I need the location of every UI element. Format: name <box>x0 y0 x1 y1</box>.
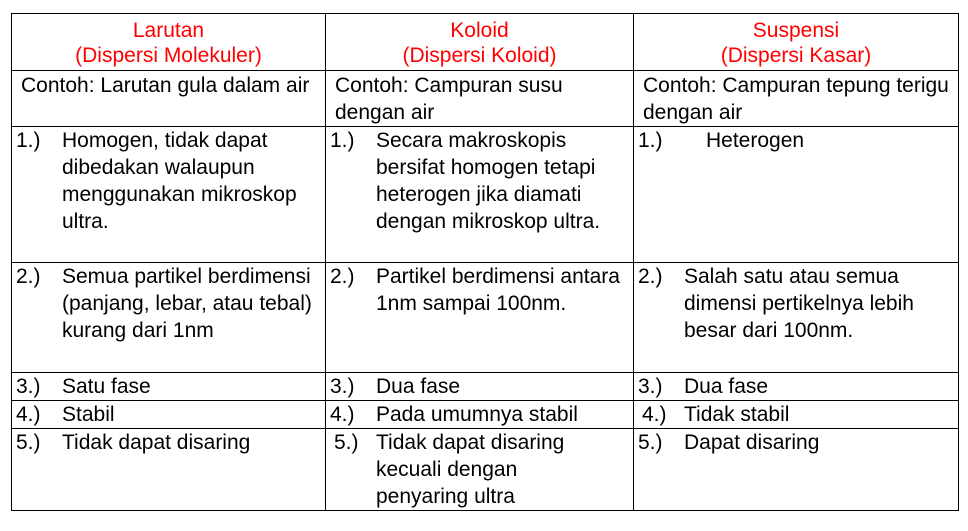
header-larutan <box>12 14 326 71</box>
item-text: Salah satu atau semua dimensi pertikelnya lebih besar dari 100nm. <box>684 265 914 342</box>
item-number: 4.) <box>16 403 41 426</box>
header-subtitle: (Dispersi Molekuler) <box>75 44 262 67</box>
item-text: Secara makroskopis bersifat homogen tetapi heterogen jika diamati dengan mikroskop ultra. <box>376 129 601 233</box>
table-row <box>12 401 959 429</box>
item-text: Stabil <box>62 403 115 426</box>
item-text: Tidak dapat disaring <box>62 431 251 454</box>
item-number: 3.) <box>16 375 41 398</box>
item-text: Heterogen <box>706 129 805 152</box>
item-number: 2.) <box>638 265 663 288</box>
item-text: Satu fase <box>62 375 151 398</box>
table-row <box>12 373 959 401</box>
cell-suspensi <box>634 373 959 401</box>
item-text: Partikel berdimensi antara 1nm sampai 100nm. <box>376 265 620 315</box>
item-text: Dapat disaring <box>684 431 820 454</box>
item-number: 3.) <box>638 375 663 398</box>
example-larutan: Contoh: Larutan gula dalam air <box>12 71 326 127</box>
header-koloid <box>326 14 634 71</box>
example-suspensi: Contoh: Campuran tepung terigu dengan air <box>634 71 959 127</box>
item-number: 1.) <box>638 129 663 152</box>
cell-suspensi <box>634 429 959 511</box>
item-text: Tidak dapat disaring kecuali dengan penyaring ultra <box>376 431 565 508</box>
cell-suspensi <box>634 263 959 373</box>
cell-koloid <box>326 401 634 429</box>
item-text: Dua fase <box>376 375 461 398</box>
item-text: Dua fase <box>684 375 769 398</box>
item-number: 1.) <box>16 129 41 152</box>
table-row <box>12 263 959 373</box>
cell-koloid <box>326 263 634 373</box>
item-text: Homogen, tidak dapat dibedakan walaupun menggunakan mikroskop ultra. <box>62 129 297 233</box>
item-text: Pada umumnya stabil <box>376 403 578 426</box>
cell-larutan <box>12 401 326 429</box>
example-row <box>12 71 959 127</box>
cell-suspensi <box>634 127 959 263</box>
item-number: 1.) <box>330 129 355 152</box>
item-number: 5.) <box>638 431 663 454</box>
item-number: 2.) <box>16 265 41 288</box>
cell-koloid <box>326 127 634 263</box>
header-title: Koloid <box>450 19 509 42</box>
cell-koloid <box>326 429 634 511</box>
header-suspensi <box>634 14 959 71</box>
cell-larutan <box>12 373 326 401</box>
item-number: 5.) <box>334 431 359 454</box>
cell-larutan <box>12 263 326 373</box>
comparison-table <box>11 13 959 511</box>
item-text: Tidak stabil <box>684 403 790 426</box>
item-number: 2.) <box>330 265 355 288</box>
header-title: Larutan <box>132 19 205 42</box>
table-row <box>12 429 959 511</box>
header-subtitle: (Dispersi Koloid) <box>402 44 557 67</box>
item-number: 4.) <box>642 403 667 426</box>
item-number: 4.) <box>330 403 355 426</box>
item-number: 5.) <box>16 431 41 454</box>
header-title: Suspensi <box>752 19 840 42</box>
cell-suspensi <box>634 401 959 429</box>
item-number: 3.) <box>330 375 355 398</box>
cell-larutan <box>12 127 326 263</box>
table-row <box>12 127 959 263</box>
item-text: Semua partikel berdimensi (panjang, lebar, atau tebal) kurang dari 1nm <box>62 265 312 342</box>
header-subtitle: (Dispersi Kasar) <box>720 44 872 67</box>
cell-larutan <box>12 429 326 511</box>
header-row <box>12 14 959 71</box>
example-koloid: Contoh: Campuran susu dengan air <box>326 71 634 127</box>
cell-koloid <box>326 373 634 401</box>
